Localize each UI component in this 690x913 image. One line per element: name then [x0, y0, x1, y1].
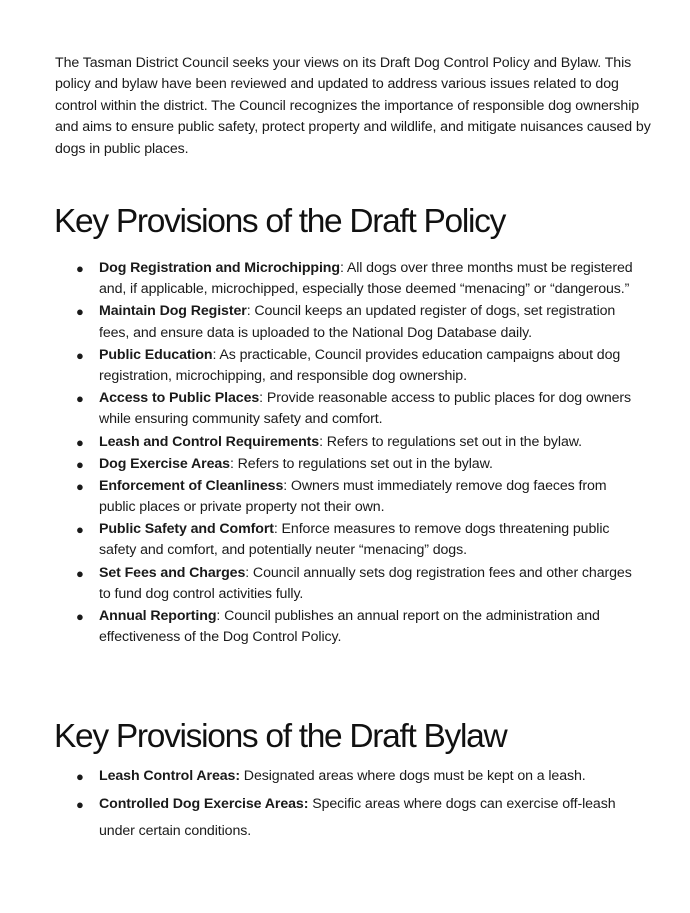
bylaw-provisions-list — [0, 763, 639, 845]
bullet-icon: ● — [76, 347, 84, 363]
policy-provisions-list — [0, 258, 639, 649]
item-term: Annual Reporting — [99, 607, 217, 624]
list-item — [0, 606, 639, 649]
item-text: : Refers to regulations set out in the bylaw. — [229, 455, 493, 472]
intro-paragraph: The Tasman District Council seeks your views on its Draft Dog Control Policy and Bylaw. This policy and bylaw have been reviewed and updated to address various issues related to dog control within the district. The Council recognizes the importance of responsible dog ownership and aims to ensure public safety, protect property and wildlife, and mitigate nuisances caused by dogs in public places. — [55, 55, 651, 157]
list-item — [0, 301, 639, 344]
list-item — [0, 563, 639, 606]
bullet-icon: ● — [76, 565, 84, 581]
item-term: Public Education — [99, 346, 213, 363]
bullet-icon: ● — [76, 522, 84, 538]
list-item — [0, 345, 639, 388]
item-term: Set Fees and Charges — [99, 564, 246, 581]
item-text: Specific areas where dogs can exercise off-leash under certain conditions. — [99, 796, 616, 839]
item-term: Controlled Dog Exercise Areas: — [99, 796, 309, 812]
bullet-icon: ● — [76, 391, 84, 407]
list-item — [0, 454, 639, 475]
item-term: Dog Exercise Areas — [99, 455, 230, 472]
item-text: : As practicable, Council provides education campaigns about dog registration, microchipping, and responsible dog ownership. — [99, 346, 621, 385]
list-item — [0, 763, 639, 790]
bullet-icon: ● — [76, 304, 84, 320]
bullet-icon: ● — [76, 797, 84, 812]
item-text: Designated areas where dogs must be kept on a leash. — [239, 768, 586, 784]
bullet-icon: ● — [76, 769, 84, 784]
policy-heading: Key Provisions of the Draft Policy — [54, 203, 506, 240]
bullet-icon: ● — [76, 456, 84, 472]
list-item — [0, 476, 639, 519]
list-item — [0, 432, 639, 453]
item-text: : Council keeps an updated register of dogs, set registration fees, and ensure data is uploaded to the National Dog Database daily. — [99, 303, 616, 341]
item-term: Enforcement of Cleanliness — [99, 477, 284, 494]
item-term: Maintain Dog Register — [99, 303, 247, 320]
item-term: Dog Registration and Microchipping — [99, 260, 340, 276]
bullet-icon: ● — [76, 478, 84, 494]
list-item — [0, 388, 639, 431]
bullet-icon: ● — [76, 434, 84, 450]
item-text: : Council publishes an annual report on the administration and effectiveness of the Dog Control Policy. — [99, 607, 600, 646]
item-term: Access to Public Places — [99, 390, 260, 407]
item-term: Public Safety and Comfort — [99, 521, 274, 538]
list-item — [0, 258, 639, 301]
list-item — [0, 519, 639, 562]
item-text: : Owners must immediately remove dog faeces from public places or private property not their own. — [99, 477, 607, 516]
item-text: : Provide reasonable access to public places for dog owners while ensuring community safety and comfort. — [99, 390, 632, 428]
item-text: : Council annually sets dog registration fees and other charges to fund dog control activities fully. — [99, 564, 632, 602]
item-text: : Refers to regulations set out in the bylaw. — [319, 433, 582, 450]
item-term: Leash and Control Requirements — [99, 433, 320, 450]
bylaw-heading: Key Provisions of the Draft Bylaw — [54, 718, 507, 755]
bullet-icon: ● — [76, 261, 84, 276]
item-term: Leash Control Areas: — [99, 768, 240, 784]
bullet-icon: ● — [76, 608, 84, 624]
list-item — [0, 791, 639, 845]
item-text: : Enforce measures to remove dogs threatening public safety and comfort, and potentially neuter “menacing” dogs. — [99, 521, 610, 559]
item-text: : All dogs over three months must be registered and, if applicable, microchipped, especially those deemed “menacing” or “dangerous.” — [99, 260, 633, 298]
